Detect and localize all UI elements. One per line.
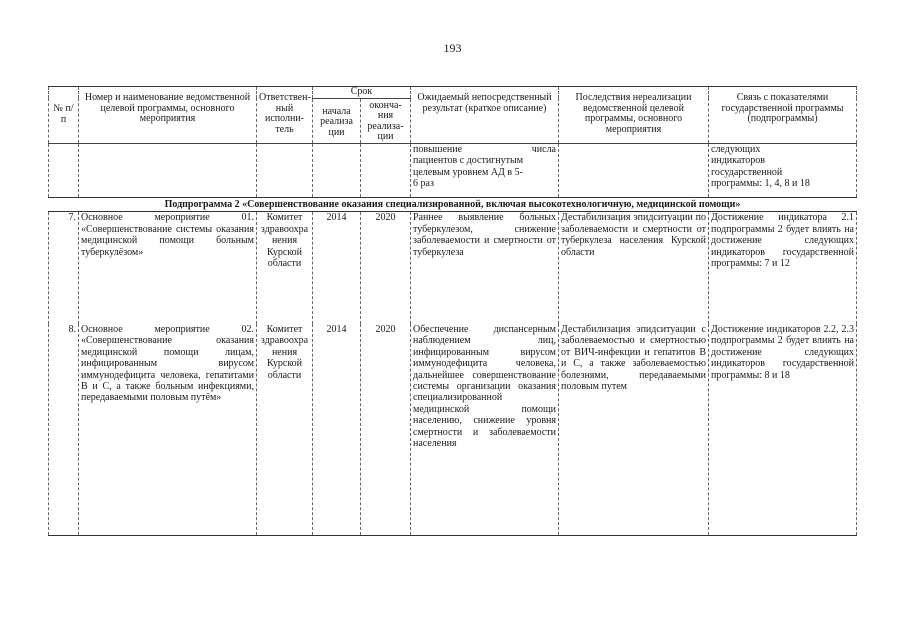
- subprogram-title: Подпрограмма 2 «Совершенствование оказания специализированной, включая высокотехнологичную, медицинской помощи»: [49, 197, 857, 211]
- row-end: 2020: [361, 324, 411, 536]
- row-responsible: Комитет здравоохра нения Курской области: [257, 212, 313, 324]
- header-end-label: оконча-ния реализа-ции: [367, 99, 404, 143]
- continuation-row: [49, 143, 857, 197]
- cont-end: [361, 143, 411, 197]
- row-link: Достижение индикатора 2.1 подпрограммы 2 будет влиять на достижение следующих индикаторов государственной программы: 7 и 12: [709, 212, 857, 324]
- cont-link-line: государственной: [711, 166, 783, 178]
- subprogram-row: [49, 197, 857, 211]
- header-responsible: [257, 87, 313, 144]
- cont-expected-line: целевым уровнем АД в 5-: [413, 166, 523, 178]
- row-link: Достижение индикаторов 2.2, 2.3 подпрограммы 2 будет влиять на достижение следующих индикаторов государственной программы: 8 и 18: [709, 324, 857, 536]
- header-name-label: Номер и наименование ведомственной целевой программы, основного мероприятия: [84, 92, 251, 125]
- cont-responsible: [257, 143, 313, 197]
- header-srok: [313, 87, 411, 99]
- header-start-label: начала реализа ции: [320, 105, 353, 138]
- header-srok-label: Срок: [350, 86, 373, 97]
- header-responsible-label: Ответствен-ный исполни-тель: [259, 92, 311, 135]
- header-expected: [411, 87, 559, 144]
- header-start: [313, 98, 361, 143]
- row-name: Основное мероприятие 01. «Совершенствование системы оказания медицинской помощи больным туберкулёзом»: [79, 212, 257, 324]
- table-row: [49, 212, 857, 324]
- row-expected: Обеспечение диспансерным наблюдением лиц, инфицированным вирусом иммунодефицита человека, дальнейшее совершенствование системы организации оказания специализированной медицинской помощи населению, снижение уровня смертности и заболеваемости населения: [411, 324, 559, 536]
- cont-link: [709, 143, 857, 197]
- cont-link-line: программы: 1, 4, 8 и 18: [711, 178, 810, 190]
- header-expected-label: Ожидаемый непосредственный результат (краткое описание): [417, 92, 552, 114]
- row-consequences: Дестабилизация эпидситуации по заболеваемости и смертности от туберкулеза населения Курской области: [559, 212, 709, 324]
- row-start: 2014: [313, 212, 361, 324]
- cont-start: [313, 143, 361, 197]
- cont-consequences: [559, 143, 709, 197]
- row-num: 7.: [49, 212, 79, 324]
- cont-link-line: индикаторов: [711, 155, 765, 167]
- header-consequences-label: Последствия нереализации ведомственной целевой программы, основного мероприятия: [575, 92, 692, 135]
- row-responsible: Комитет здравоохра нения Курской области: [257, 324, 313, 536]
- row-num: 8.: [49, 324, 79, 536]
- header-name: [79, 87, 257, 144]
- header-link: [709, 87, 857, 144]
- row-name: Основное мероприятие 02. «Совершенствование оказания медицинской помощи лицам, инфицированным вирусом иммунодефицита человека, гепатитами В и С, а также больным инфекциями, передаваемыми половым путём»: [79, 324, 257, 536]
- row-start: 2014: [313, 324, 361, 536]
- row-end: 2020: [361, 212, 411, 324]
- row-expected: Раннее выявление больных туберкулезом, снижение заболеваемости и смертности от туберкулеза: [411, 212, 559, 324]
- header-num-label: № п/п: [53, 103, 74, 125]
- cont-name: [79, 143, 257, 197]
- table-row: [49, 324, 857, 536]
- header-end: [361, 98, 411, 143]
- page-number: 193: [443, 41, 462, 55]
- row-consequences: Дестабилизация эпидситуации с заболеваемостью и смертностью от ВИЧ-инфекции и гепатитов В и С, а также заболеваемостью болезнями, передаваемыми половым путем: [559, 324, 709, 536]
- header-num: [49, 87, 79, 144]
- cont-expected: [411, 143, 559, 197]
- cont-expected-line: 6 раз: [413, 178, 434, 190]
- header-consequences: [559, 87, 709, 144]
- cont-expected-line: пациентов с достигнутым: [413, 155, 524, 167]
- cont-link-line: следующих: [711, 143, 761, 155]
- header-link-label: Связь с показателями государственной программы (подпрограммы): [721, 92, 844, 125]
- program-measures-table: [48, 86, 857, 536]
- cont-num: [49, 143, 79, 197]
- cont-expected-line: повышение числа: [413, 143, 556, 155]
